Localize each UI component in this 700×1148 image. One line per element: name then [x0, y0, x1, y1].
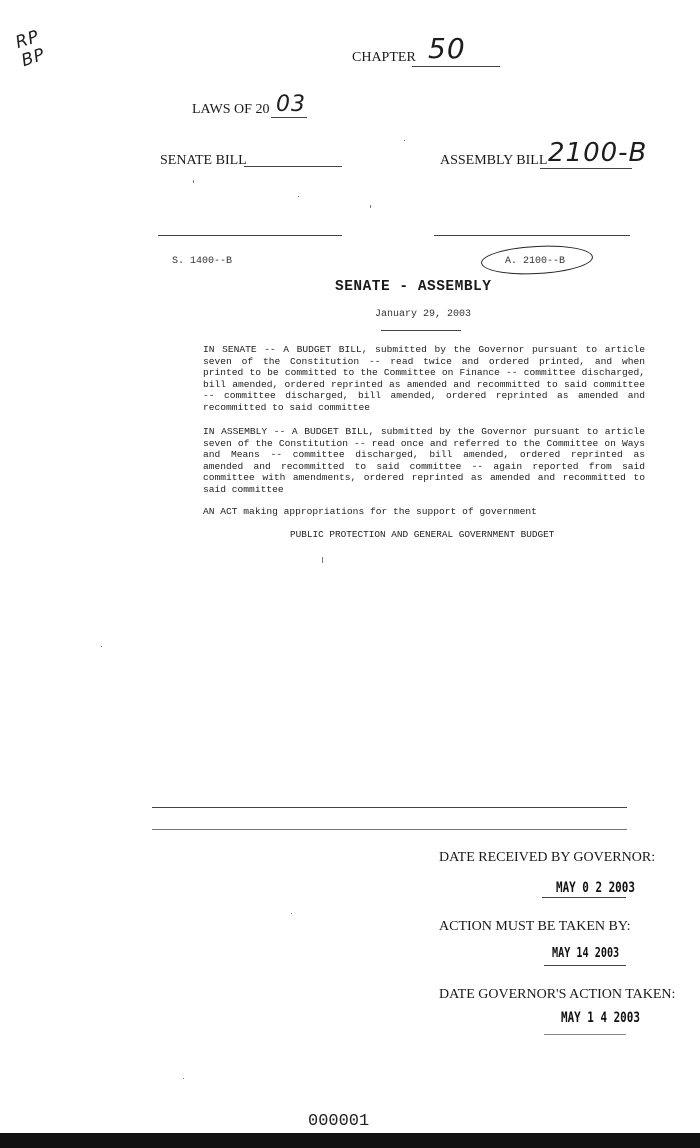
margin-initials: RP BP: [13, 26, 48, 72]
scan-speck: [291, 913, 292, 914]
act-line: AN ACT making appropriations for the support of government: [203, 506, 537, 517]
senate-paragraph: IN SENATE -- A BUDGET BILL, submitted by the Governor pursuant to article seven of the Constitution -- read twice and ordered printed, and when printed to be committed to the Committee on Finance -- committee discharged, bill amended, ordered reprinted as amended and recommitted to said committee -- committee discharged, bill amended, ordered reprinted as amended and recommitted to said committee: [203, 344, 645, 413]
assembly-paragraph: IN ASSEMBLY -- A BUDGET BILL, submitted by the Governor pursuant to article seven of the Constitution -- read once and referred to the Committee on Ways and Means -- committee discharged, bill amended, ordered reprinted as amended and recommitted to said committee -- again reported from said committee with amendments, ordered reprinted as amended and recommitted to said committee: [203, 426, 645, 495]
scan-speck: [404, 140, 405, 141]
scan-speck: [298, 196, 299, 197]
header-rule-right: [434, 235, 630, 236]
date-received-value: MAY 0 2 2003: [556, 880, 635, 896]
page-number: 000001: [308, 1112, 370, 1131]
date-rule: [381, 330, 461, 331]
laws-line: [271, 117, 307, 118]
assembly-bill-value: 2100-B: [548, 138, 648, 168]
senate-bill-number: S. 1400--B: [172, 256, 233, 267]
chapter-label: CHAPTER: [352, 50, 416, 65]
lower-rule-2: [152, 829, 627, 830]
action-by-line: [544, 965, 626, 966]
action-taken-line: [544, 1034, 626, 1035]
chapter-value: 50: [428, 32, 466, 65]
action-by-value: MAY 14 2003: [552, 946, 620, 961]
scan-speck: [370, 205, 371, 208]
laws-value: 03: [276, 92, 306, 117]
scan-speck: [101, 646, 102, 647]
laws-label: LAWS OF 20: [192, 102, 270, 117]
action-taken-value: MAY 1 4 2003: [561, 1010, 640, 1026]
senate-bill-line: [244, 166, 342, 167]
budget-subtitle: PUBLIC PROTECTION AND GENERAL GOVERNMENT BUDGET: [290, 529, 555, 540]
action-taken-label: DATE GOVERNOR'S ACTION TAKEN:: [439, 987, 676, 1002]
senate-bill-label: SENATE BILL: [160, 153, 247, 168]
assembly-bill-line: [540, 168, 632, 169]
action-by-label: ACTION MUST BE TAKEN BY:: [439, 919, 631, 934]
assembly-bill-label: ASSEMBLY BILL: [440, 153, 548, 168]
chapter-line: [412, 66, 500, 67]
bottom-scan-bar: [0, 1133, 700, 1148]
scan-speck: [193, 180, 194, 183]
lower-rule-1: [152, 807, 627, 808]
bill-title: SENATE - ASSEMBLY: [335, 279, 492, 295]
date-received-label: DATE RECEIVED BY GOVERNOR:: [439, 850, 656, 865]
scan-speck: [322, 557, 323, 563]
date-received-line: [542, 897, 626, 898]
scan-speck: [183, 1078, 184, 1079]
bill-date: January 29, 2003: [375, 309, 472, 320]
header-rule-left: [158, 235, 342, 236]
assembly-bill-number: A. 2100--B: [505, 256, 566, 267]
